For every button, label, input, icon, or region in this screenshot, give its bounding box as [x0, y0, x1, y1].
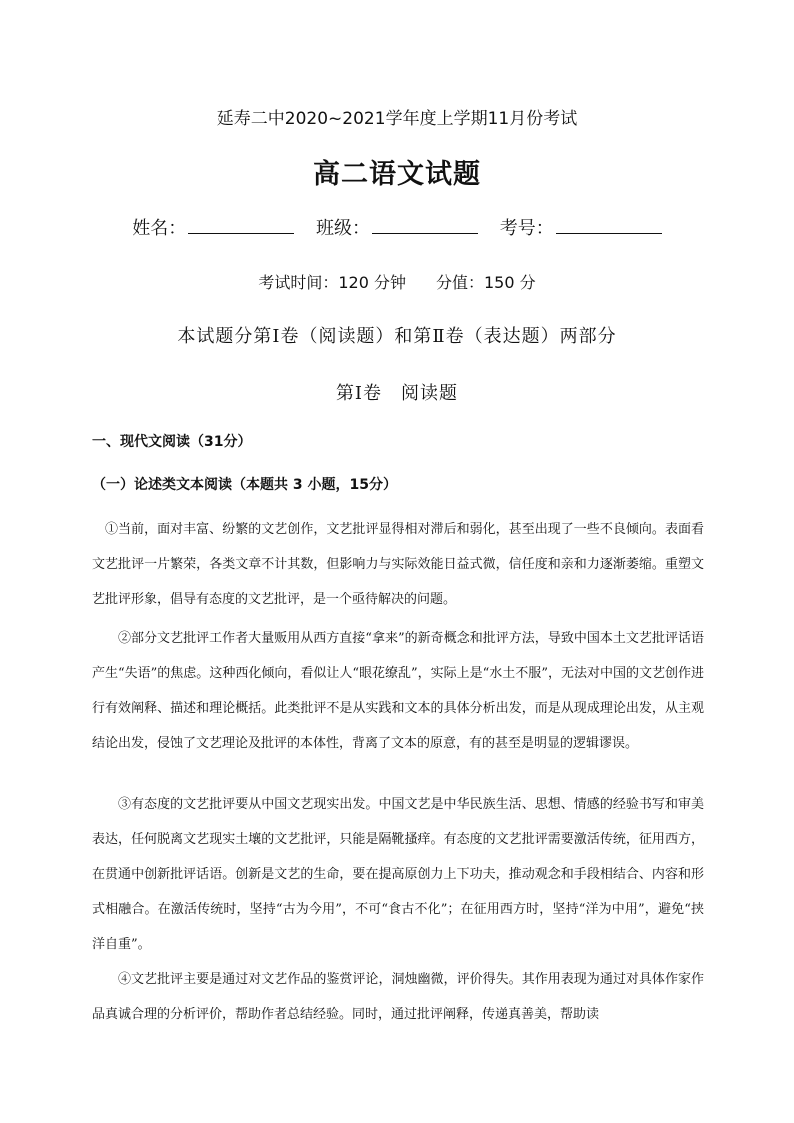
class-field[interactable]: [316, 214, 478, 240]
class-label: 班级：: [316, 218, 370, 239]
student-info-line: [0, 214, 794, 240]
passage-paragraph-2: ②部分文艺批评工作者大量贩用从西方直接“拿来”的新奇概念和批评方法，导致中国本土文艺批评话语产生“失语”的焦虑。这种西化倾向，看似让人“眼花缭乱”，实际上是“水土不服”，无法对中国的文艺创作进行有效阐释、描述和理论概括。此类批评不是从实践和文本的具体分析出发，而是从现成理论出发，从主观结论出发，侵蚀了文艺理论及批评的本体性，背离了文本的原意，有的甚至是明显的逻辑谬误。: [92, 631, 704, 751]
exam-number-label: 考号：: [499, 218, 554, 239]
structure-note: 本试题分第Ⅰ卷（阅读题）和第Ⅱ卷（表达题）两部分: [177, 326, 617, 347]
school-exam-title: 延寿二中2020~2021学年度上学期11月份考试: [216, 109, 578, 129]
name-field[interactable]: [132, 214, 294, 240]
name-label: 姓名：: [132, 218, 187, 239]
subsection-heading: （一）论述类文本阅读（本题共 3 小题，15分）: [92, 477, 397, 493]
class-blank[interactable]: [372, 219, 478, 234]
exam-score: 分值：150 分: [436, 273, 536, 292]
section-heading: 一、现代文阅读（31分）: [92, 434, 252, 450]
exam-paper-title: 高二语文试题: [313, 159, 481, 190]
name-blank[interactable]: [188, 219, 294, 234]
passage-paragraph-1: ①当前，面对丰富、纷繁的文艺创作，文艺批评显得相对滞后和弱化，甚至出现了一些不良倾向。表面看文艺批评一片繁荣，各类文章不计其数，但影响力与实际效能日益式微，信任度和亲和力逐渐萎缩。重塑文艺批评形象，倡导有态度的文艺批评，是一个亟待解决的问题。: [92, 522, 704, 607]
volume-title: 第Ⅰ卷 阅读题: [335, 383, 459, 404]
passage-paragraph-4: ④文艺批评主要是通过对文艺作品的鉴赏评论，洞烛幽微，评价得失。其作用表现为通过对具体作家作品真诚合理的分析评价，帮助作者总结经验。同时，通过批评阐释，传递真善美，帮助读: [92, 972, 704, 1022]
passage-paragraph-3: ③有态度的文艺批评要从中国文艺现实出发。中国文艺是中华民族生活、思想、情感的经验书写和审美表达，任何脱离文艺现实土壤的文艺批评，只能是隔靴搔痒。有态度的文艺批评需要激活传统，征用西方，在贯通中创新批评话语。创新是文艺的生命，要在提高原创力上下功夫，推动观念和手段相结合、内容和形式相融合。在激活传统时，坚持“古为今用”，不可“食古不化”；在征用西方时，坚持“洋为中用”，避免“挟洋自重”。: [92, 797, 704, 952]
exam-time: 考试时间：120 分钟: [258, 273, 406, 292]
exam-meta-line: [0, 270, 794, 293]
exam-number-blank[interactable]: [556, 219, 662, 234]
exam-number-field[interactable]: [500, 214, 662, 240]
